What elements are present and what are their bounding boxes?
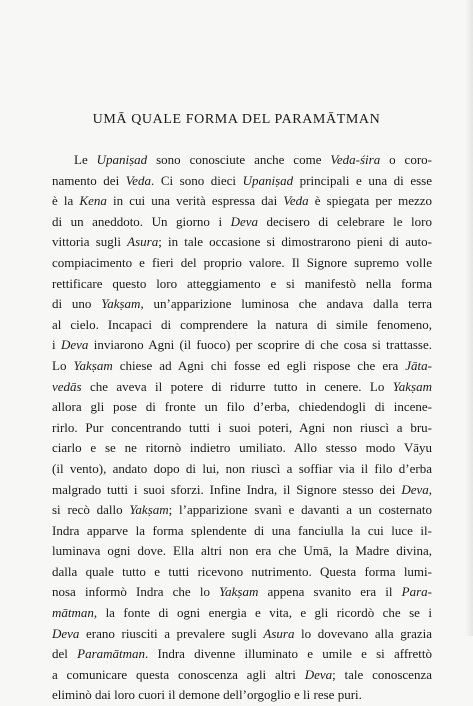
italic-term: Yakṣam — [129, 502, 169, 518]
italic-term: Upaniṣad — [96, 152, 148, 167]
text-line — [52, 500, 432, 521]
text-run: eliminò dai loro cuori il demone dell’orgoglio e li rese puri. — [52, 687, 362, 703]
italic-term: Yakṣam — [392, 378, 432, 394]
text-line — [52, 212, 432, 233]
italic-term: Para- — [401, 584, 432, 600]
text-run: (il vento), andato dopo di lui, non riuscì a soffiar via il filo d’erba — [52, 460, 432, 476]
text-line — [52, 665, 432, 686]
text-line — [52, 480, 432, 501]
text-run: , un’apparizione luminosa che andava dalla terra — [140, 296, 432, 312]
text-run: ciarlo e se ne ritornò indietro umiliato. Allo stesso modo Vāyu — [52, 440, 432, 456]
text-run: chiese ad Agni chi fosse ed egli rispose che era — [112, 357, 406, 373]
text-line — [52, 624, 432, 645]
text-run: Le — [74, 152, 97, 167]
italic-term: Deva — [401, 481, 429, 497]
text-run: malgrado tutti i suoi sforzi. Infine Indra, il Signore stesso dei — [52, 481, 402, 497]
italic-term: Yakṣam — [101, 296, 141, 312]
text-line — [52, 335, 432, 356]
text-run: del — [52, 646, 78, 662]
text-run: nosa informò Indra che lo — [52, 584, 220, 600]
text-run: erano riusciti a prevalere sugli — [79, 625, 264, 641]
text-line — [52, 521, 432, 542]
text-run: in cui una verità espressa dai — [106, 193, 284, 209]
text-line — [52, 644, 432, 665]
text-run: di uno — [52, 296, 102, 312]
text-run: lo dovevano alla grazia — [294, 625, 432, 641]
text-line — [52, 397, 432, 418]
text-run: vittoria sugli — [52, 234, 128, 250]
text-run: si recò dallo — [52, 502, 130, 518]
text-line — [52, 541, 432, 562]
body-paragraph — [52, 150, 432, 706]
italic-term: Upaniṣad — [242, 172, 294, 188]
text-run: al cielo. Incapaci di comprendere la natura di simile fenomeno, — [52, 316, 432, 332]
text-run: dalla quale tutto e tutti ricevono nutrimento. Questa forma lumi- — [52, 563, 432, 579]
text-run: ; tale conoscenza — [332, 666, 432, 682]
text-run: appena svanito era il — [258, 584, 402, 600]
text-line — [52, 150, 432, 171]
italic-term: Asura — [263, 625, 295, 641]
text-line — [52, 253, 432, 274]
text-run: è la — [52, 193, 80, 209]
text-run: che aveva il potere di ridurre tutto in cenere. Lo — [81, 378, 393, 394]
text-run: Lo — [52, 357, 74, 373]
italic-term: Asura — [127, 234, 159, 250]
italic-term: Yakṣam — [73, 357, 113, 373]
text-line — [52, 582, 432, 603]
text-run: di un aneddoto. Un giorno i — [52, 213, 231, 229]
text-run: namento dei — [52, 172, 126, 188]
italic-term: Veda-śira — [330, 152, 381, 167]
italic-term: Jāta- — [405, 357, 432, 373]
text-run: . Indra divenne illuminato e umile e si affrettò — [145, 646, 432, 662]
page-edge-shadow — [465, 0, 473, 636]
text-run: rettificare questo loro atteggiamento e si manifestò nella forma — [52, 275, 432, 291]
text-run: , la fonte di ogni energia e vita, e gli ricordò che se i — [93, 605, 432, 621]
text-line — [52, 459, 432, 480]
text-run: a comunicare questa conoscenza agli altri — [52, 666, 305, 682]
text-line — [52, 171, 432, 192]
text-line — [52, 377, 432, 398]
italic-term: Veda — [283, 193, 309, 209]
text-line — [52, 356, 432, 377]
italic-term: Deva — [304, 666, 333, 682]
italic-term: Paramātman — [77, 646, 146, 662]
text-run: ; in tale occasione si dimostrarono pieni di auto- — [158, 234, 432, 250]
text-run: , — [428, 481, 432, 497]
text-run: sono conosciute anche come — [147, 152, 331, 167]
text-line — [52, 315, 432, 336]
text-line — [52, 418, 432, 439]
text-line — [52, 274, 432, 295]
text-run: decisero di celebrare le loro — [258, 213, 432, 229]
text-run: principali e una di esse — [293, 172, 432, 188]
text-run: allora gli pose di fronte un filo d’erba, chiedendogli di incene- — [52, 399, 432, 415]
text-run: inviarono Agni (il fuoco) per scoprire di che cosa si trattasse. — [88, 337, 432, 353]
text-line — [52, 294, 432, 315]
italic-term: mātman — [52, 605, 94, 621]
italic-term: Deva — [52, 625, 80, 641]
chapter-title: UMĀ QUALE FORMA DEL PARAMĀTMAN — [92, 112, 381, 127]
text-run: . Ci sono dieci — [151, 172, 243, 188]
italic-term: vedās — [52, 378, 82, 394]
italic-term: Deva — [230, 213, 259, 229]
text-run: o coro- — [380, 152, 432, 167]
text-line — [52, 191, 432, 212]
text-line — [52, 603, 432, 624]
text-run: Indra apparve la forma splendente di una fanciulla la cui luce il- — [52, 522, 432, 538]
text-run: rirlo. Pur concentrando tutti i suoi poteri, Agni non riuscì a bru- — [52, 419, 432, 435]
text-line — [52, 562, 432, 583]
text-run: i — [52, 337, 61, 353]
italic-term: Deva — [60, 337, 89, 353]
text-run: luminava ogni dove. Ella altri non era che Umā, la Madre divina, — [52, 543, 432, 559]
text-run: compiacimento e fieri del proprio valore. Il Signore supremo volle — [52, 254, 432, 270]
text-run: è spiegata per mezzo — [308, 193, 433, 209]
text-line — [52, 685, 432, 706]
text-run: ; l’apparizione svanì e davanti a un costernato — [168, 502, 432, 518]
text-line — [52, 438, 432, 459]
text-line — [52, 232, 432, 253]
italic-term: Yakṣam — [219, 584, 259, 600]
italic-term: Kena — [79, 193, 107, 209]
italic-term: Veda — [125, 172, 152, 188]
